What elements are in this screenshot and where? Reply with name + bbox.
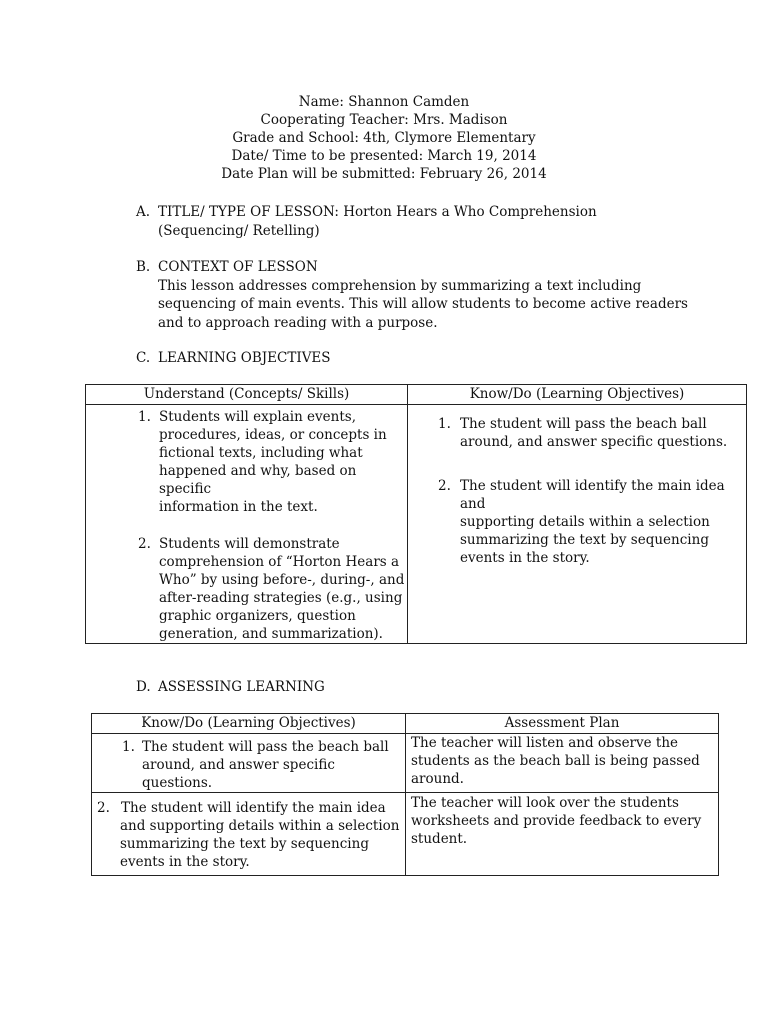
list-item-line: The student will pass the beach ball bbox=[460, 416, 707, 432]
plan-text bbox=[411, 734, 718, 788]
cooperating-teacher: Cooperating Teacher: Mrs. Madison bbox=[260, 112, 508, 128]
section-d-heading: ASSESSING LEARNING bbox=[158, 679, 325, 695]
list-item-line: procedures, ideas, or concepts in bbox=[159, 427, 387, 443]
list-item bbox=[97, 799, 405, 817]
list-item-line: comprehension of “Horton Hears a bbox=[159, 554, 400, 570]
list-item-line: summarizing the text by sequencing bbox=[460, 532, 709, 548]
section-c-heading: LEARNING OBJECTIVES bbox=[158, 350, 331, 366]
item-number: 1. bbox=[438, 416, 451, 432]
list-item-line: The student will pass the beach ball bbox=[142, 739, 389, 755]
plan-line: students as the beach ball is being passed bbox=[411, 753, 700, 769]
list-item-continued bbox=[120, 817, 405, 871]
understand-cell bbox=[86, 405, 408, 644]
plan-text bbox=[411, 794, 718, 848]
section-b-body bbox=[158, 258, 688, 332]
section-b-heading: CONTEXT OF LESSON bbox=[158, 259, 318, 275]
table-header-row bbox=[92, 714, 719, 734]
item-number: 1. bbox=[122, 739, 135, 755]
know-do-column-header: Know/Do (Learning Objectives) bbox=[408, 385, 747, 405]
plan-line: The teacher will look over the students bbox=[411, 795, 679, 811]
plan-line: student. bbox=[411, 831, 468, 847]
assessment-plan-column-header: Assessment Plan bbox=[406, 714, 719, 734]
header-block bbox=[0, 93, 768, 183]
submission-date: Date Plan will be submitted: February 26, 2014 bbox=[221, 166, 547, 182]
item-number: 2. bbox=[438, 478, 451, 494]
presentation-date: Date/ Time to be presented: March 19, 2014 bbox=[231, 148, 537, 164]
plan-line: The teacher will listen and observe the bbox=[411, 735, 679, 751]
section-d bbox=[136, 678, 536, 698]
list-item-line: information in the text. bbox=[159, 499, 318, 515]
section-b-letter: B. bbox=[136, 259, 151, 275]
objectives-column-header: Know/Do (Learning Objectives) bbox=[92, 714, 406, 734]
list-item-line: The student will identify the main idea bbox=[121, 800, 386, 816]
item-number: 2. bbox=[97, 800, 110, 816]
list-item bbox=[438, 415, 746, 451]
list-item bbox=[122, 738, 405, 792]
list-item-line: and supporting details within a selection bbox=[120, 818, 400, 834]
list-item-line: around, and answer specific questions. bbox=[460, 434, 728, 450]
list-item-line: Students will explain events, bbox=[159, 409, 356, 425]
assessment-plan-cell bbox=[406, 734, 719, 793]
list-item-line: after-reading strategies (e.g., using bbox=[159, 590, 403, 606]
list-item-line: The student will identify the main idea and bbox=[460, 478, 725, 512]
list-item bbox=[438, 477, 746, 567]
list-item-line: around, and answer specific questions. bbox=[142, 757, 335, 791]
list-item-line: happened and why, based on specific bbox=[159, 463, 357, 497]
section-c bbox=[136, 349, 536, 369]
section-a-letter: A. bbox=[136, 204, 151, 220]
context-line-1: This lesson addresses comprehension by summarizing a text including bbox=[158, 277, 642, 294]
list-item-line: Who” by using before-, during-, and bbox=[159, 572, 405, 588]
context-line-2: sequencing of main events. This will allow students to become active readers bbox=[158, 296, 688, 312]
list-item bbox=[138, 535, 407, 643]
grade-and-school: Grade and School: 4th, Clymore Elementary bbox=[232, 130, 536, 146]
assessment-plan-cell bbox=[406, 793, 719, 876]
context-line-3: and to approach reading with a purpose. bbox=[158, 314, 438, 331]
list-item-line: supporting details within a selection bbox=[460, 514, 710, 530]
item-number: 1. bbox=[138, 409, 151, 425]
list-item-line: summarizing the text by sequencing bbox=[120, 836, 369, 852]
item-number: 2. bbox=[138, 536, 151, 552]
understand-column-header: Understand (Concepts/ Skills) bbox=[86, 385, 408, 405]
lesson-type: (Sequencing/ Retelling) bbox=[158, 222, 320, 239]
table-row bbox=[92, 793, 719, 876]
objective-cell bbox=[92, 793, 406, 876]
assessment-table bbox=[91, 713, 719, 876]
section-a-body bbox=[158, 203, 597, 240]
student-name: Name: Shannon Camden bbox=[298, 94, 470, 110]
know-do-cell bbox=[408, 405, 747, 644]
section-b bbox=[136, 258, 736, 334]
objective-cell bbox=[92, 734, 406, 793]
table-row bbox=[92, 734, 719, 793]
section-c-letter: C. bbox=[136, 350, 151, 366]
plan-line: worksheets and provide feedback to every bbox=[411, 813, 702, 829]
list-item-line: fictional texts, including what bbox=[159, 445, 363, 461]
list-item bbox=[138, 408, 407, 516]
list-item-line: Students will demonstrate bbox=[159, 536, 340, 552]
lesson-title: TITLE/ TYPE OF LESSON: Horton Hears a Who Comprehension bbox=[158, 204, 597, 220]
table-row bbox=[86, 405, 747, 644]
list-item-line: events in the story. bbox=[120, 854, 250, 870]
learning-objectives-table bbox=[85, 384, 747, 644]
table-header-row bbox=[86, 385, 747, 405]
section-d-letter: D. bbox=[136, 679, 151, 695]
plan-line: around. bbox=[411, 771, 464, 787]
section-a bbox=[136, 203, 696, 243]
list-item-line: events in the story. bbox=[460, 550, 590, 566]
list-item-line: generation, and summarization). bbox=[159, 626, 383, 642]
list-item-line: graphic organizers, question bbox=[159, 608, 356, 624]
